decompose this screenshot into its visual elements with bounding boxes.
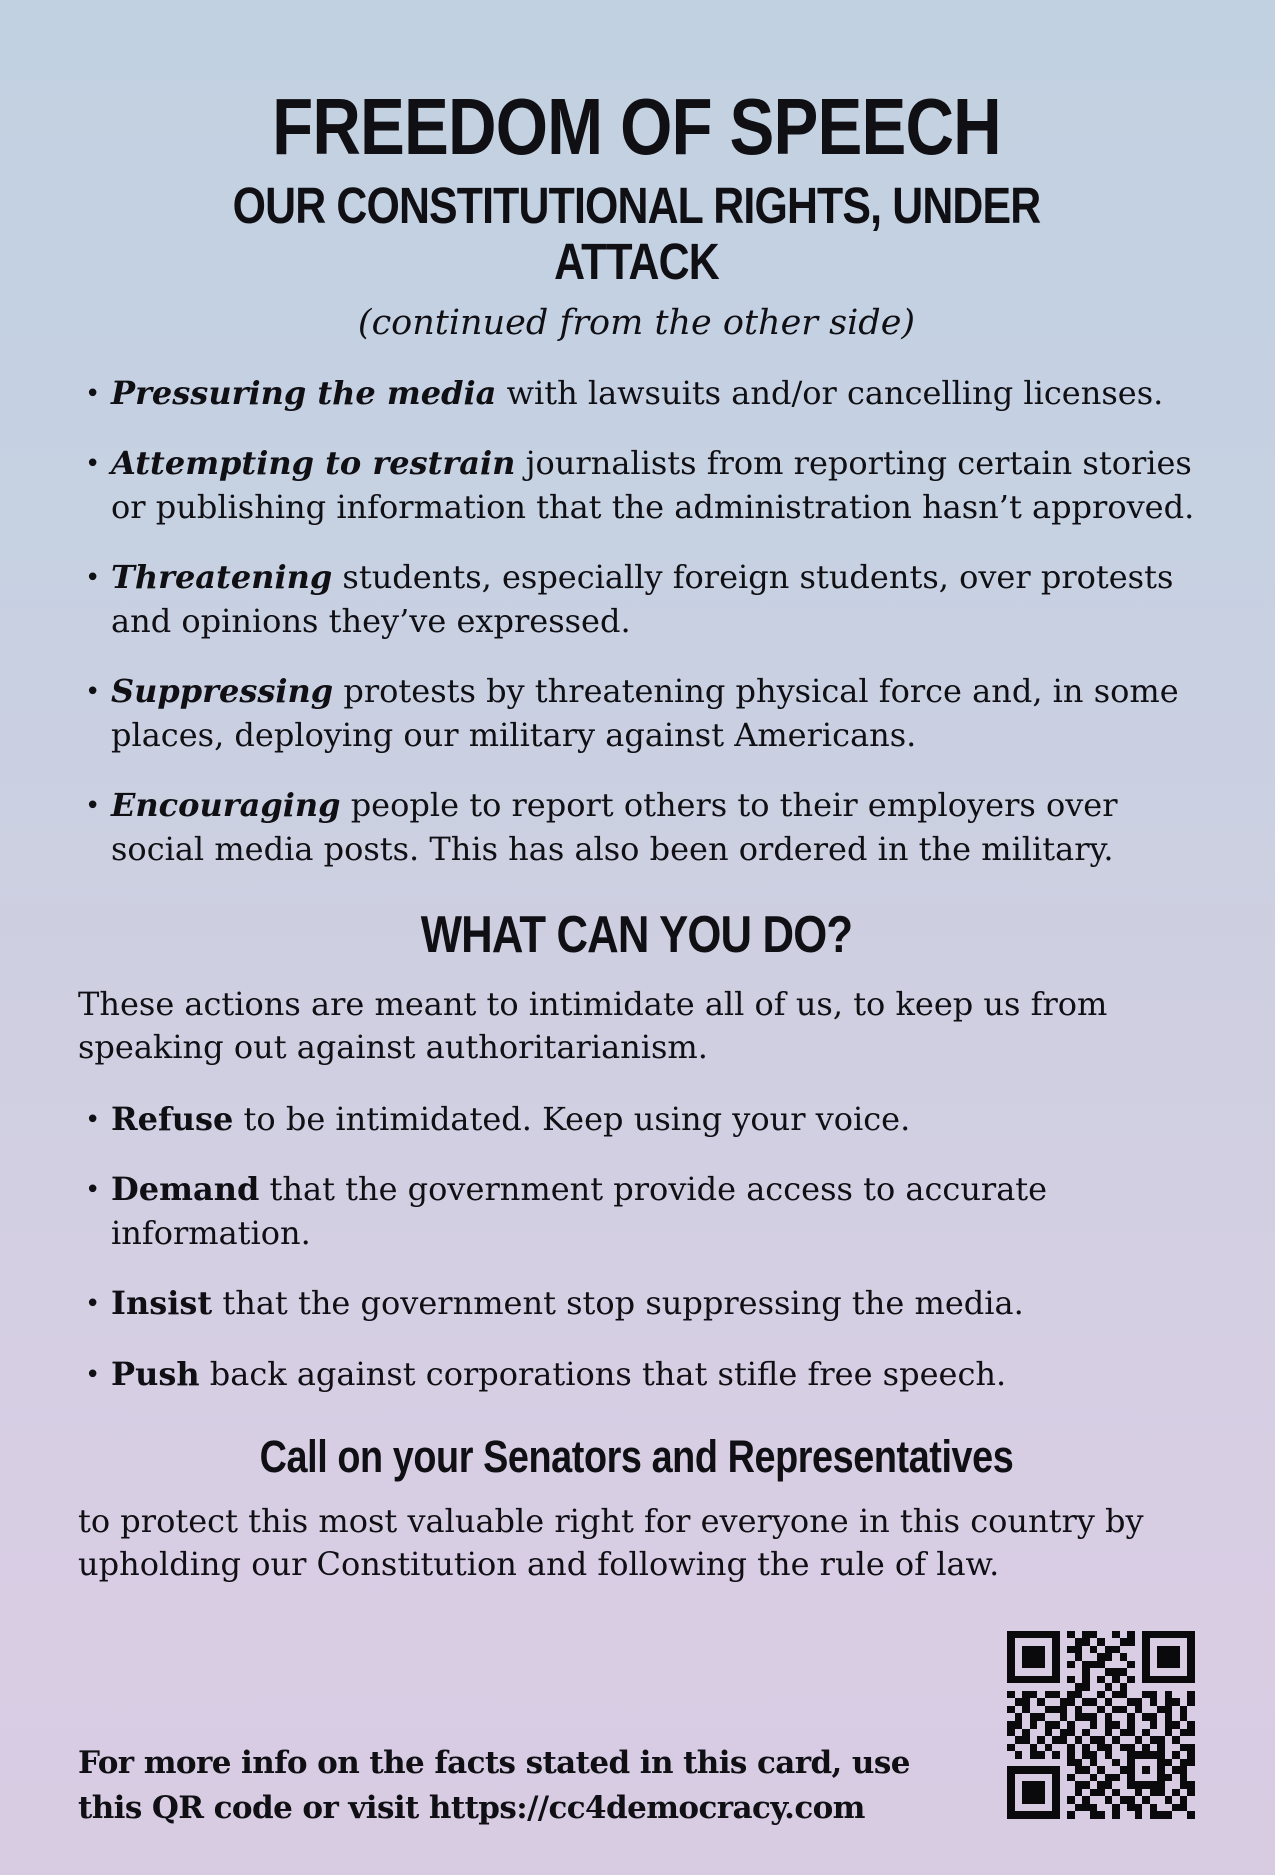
- bullet-icon: •: [85, 1289, 101, 1320]
- what-heading: WHAT CAN YOU DO?: [420, 906, 853, 965]
- what-intro: These actions are meant to intimidate all of us, to keep us from speaking out against authoritarianism.: [78, 984, 1108, 1067]
- attack-item: [78, 372, 1195, 416]
- page-subtitle: OUR CONSTITUTIONAL RIGHTS, UNDER ATTACK: [232, 176, 1041, 290]
- action-lead: Demand: [111, 1170, 260, 1209]
- attack-lead: Suppressing: [111, 672, 334, 711]
- attack-lead: Threatening: [111, 558, 333, 597]
- action-rest: that the government stop suppressing the media.: [212, 1284, 1024, 1323]
- attacks-list: [78, 372, 1195, 872]
- bullet-icon: •: [85, 791, 101, 822]
- page-title: FREEDOM OF SPEECH: [272, 82, 1001, 171]
- attack-rest: students, especially foreign students, over protests and opinions they’ve expressed.: [111, 558, 1174, 640]
- action-lead: Insist: [111, 1284, 213, 1323]
- attack-rest: people to report others to their employers over social media posts. This has also been ordered in the military.: [111, 786, 1118, 868]
- action-rest: that the government provide access to accurate information.: [111, 1170, 1048, 1252]
- attack-lead: Encouraging: [111, 786, 341, 825]
- action-rest: to be intimidated. Keep using your voice.: [233, 1099, 911, 1138]
- attack-item: [78, 670, 1195, 757]
- attack-item: [78, 556, 1195, 643]
- bullet-icon: •: [85, 1175, 101, 1206]
- call-heading: Call on your Senators and Representatives: [259, 1431, 1014, 1483]
- action-item: [78, 1282, 1195, 1326]
- bullet-icon: •: [85, 449, 101, 480]
- attack-rest: protests by threatening physical force and, in some places, deploying our military against Americans.: [111, 672, 1179, 754]
- bullet-icon: •: [85, 1104, 101, 1135]
- bullet-icon: •: [85, 1359, 101, 1390]
- footer-line-1: For more info on the facts stated in this card, use: [78, 1744, 910, 1781]
- action-lead: Push: [111, 1354, 200, 1393]
- footer-line-2: this QR code or visit https://cc4democracy.com: [78, 1789, 865, 1826]
- bullet-icon: •: [85, 378, 101, 409]
- attack-rest: with lawsuits and/or cancelling licenses.: [496, 373, 1164, 412]
- qr-code-image: [1007, 1631, 1195, 1819]
- bullet-icon: •: [85, 677, 101, 708]
- card-header: [78, 82, 1195, 344]
- attack-rest: journalists from reporting certain stories or publishing information that the administration hasn’t approved.: [111, 444, 1195, 526]
- action-lead: Refuse: [111, 1099, 234, 1138]
- call-body: to protect this most valuable right for everyone in this country by upholding our Constitution and following the rule of law.: [78, 1501, 1144, 1584]
- actions-list: [78, 1098, 1195, 1397]
- attack-item: [78, 442, 1195, 529]
- action-item: [78, 1098, 1195, 1142]
- attack-lead: Attempting to restrain: [111, 444, 516, 483]
- footer: [78, 1631, 1195, 1831]
- bullet-icon: •: [85, 563, 101, 594]
- action-item: [78, 1168, 1195, 1255]
- continued-note: (continued from the other side): [357, 302, 916, 343]
- attack-item: [78, 784, 1195, 871]
- footer-note: [78, 1741, 910, 1831]
- action-item: [78, 1353, 1195, 1397]
- action-rest: back against corporations that stifle free speech.: [199, 1354, 1007, 1393]
- attack-lead: Pressuring the media: [111, 373, 497, 412]
